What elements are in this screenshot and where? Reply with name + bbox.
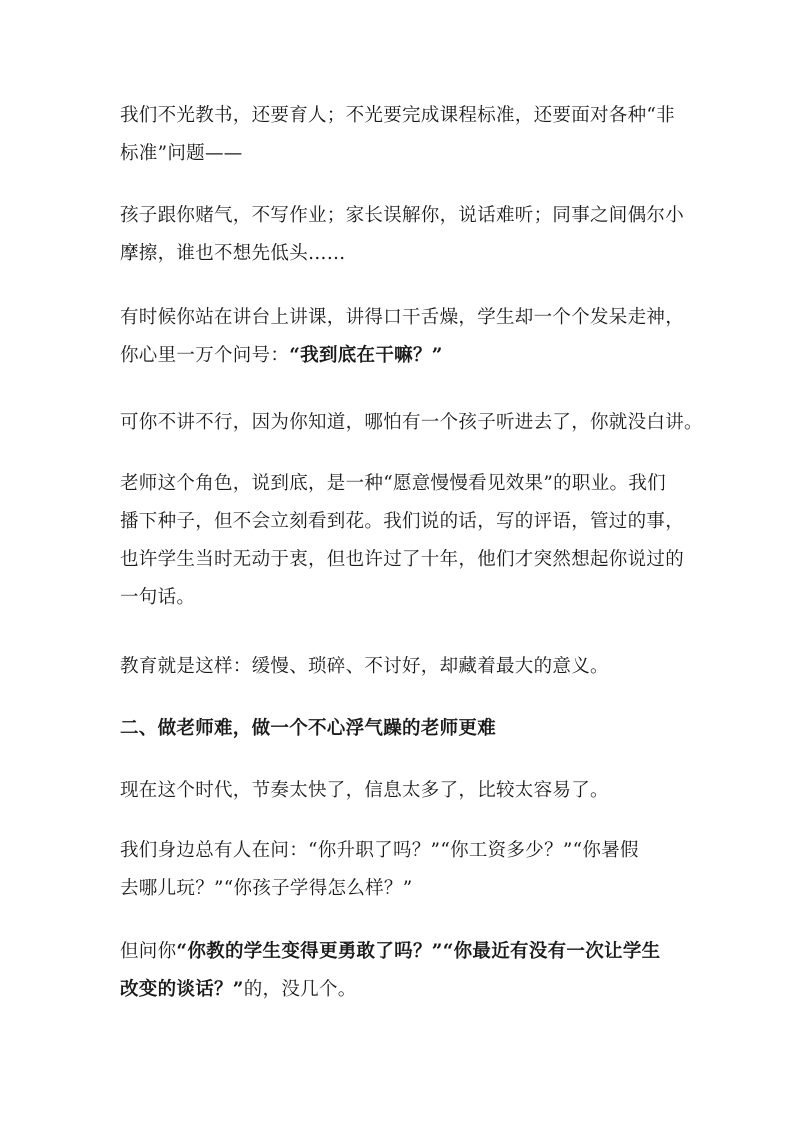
text-line: 我们不光教书，还要育人；不光要完成课程标准，还要面对各种“非 xyxy=(120,105,675,126)
text-line: 可你不讲不行，因为你知道，哪怕有一个孩子听进去了，你就没白讲。 xyxy=(120,412,703,433)
paragraph-2 xyxy=(120,197,685,273)
text-line xyxy=(120,933,680,971)
bold-quote: “我到底在干嘛？” xyxy=(289,345,443,366)
text-line: 现在这个时代，节奏太快了，信息太多了，比较太容易了。 xyxy=(120,780,609,801)
paragraph-8 xyxy=(120,832,680,908)
paragraph-1 xyxy=(120,97,680,173)
text-run: 你心里一万个问号： xyxy=(120,345,290,366)
section-heading xyxy=(120,710,680,748)
text-line xyxy=(120,971,680,1009)
text-line: 标准”问题—— xyxy=(120,143,243,164)
text-line: 摩擦，谁也不想先低头…… xyxy=(120,243,346,264)
text-line xyxy=(120,337,680,375)
paragraph-6 xyxy=(120,648,680,686)
text-line: 也许学生当时无动于衷，但也许过了十年，他们才突然想起你说过的 xyxy=(120,549,685,570)
text-line: 有时候你站在讲台上讲课，讲得口干舌燥，学生却一个个发呆走神， xyxy=(120,307,685,328)
text-run: 但问你 xyxy=(120,941,177,962)
text-line: 老师这个角色，说到底，是一种“愿意慢慢看见效果”的职业。我们 xyxy=(120,473,666,494)
heading-text: 二、做老师难，做一个不心浮气躁的老师更难 xyxy=(120,718,497,739)
paragraph-4 xyxy=(120,404,703,442)
bold-quote: “你教的学生变得更勇敢了吗？”“你最近有没有一次让学生 xyxy=(176,941,661,962)
text-run: 的，没几个。 xyxy=(243,979,357,1000)
paragraph-5 xyxy=(120,465,685,617)
bold-quote: 改变的谈话？” xyxy=(120,979,244,1000)
paragraph-3 xyxy=(120,299,685,375)
text-line: 孩子跟你赌气，不写作业；家长误解你，说话难听；同事之间偶尔小 xyxy=(120,205,685,226)
text-line: 教育就是这样：缓慢、琐碎、不讨好，却藏着最大的意义。 xyxy=(120,656,609,677)
text-line: 播下种子，但不会立刻看到花。我们说的话，写的评语，管过的事， xyxy=(120,511,685,532)
text-line: 去哪儿玩？”“你孩子学得怎么样？” xyxy=(120,878,413,899)
paragraph-9 xyxy=(120,933,680,1009)
text-line: 一句话。 xyxy=(120,587,196,608)
paragraph-7 xyxy=(120,772,680,810)
text-line: 我们身边总有人在问：“你升职了吗？”“你工资多少？”“你暑假 xyxy=(120,840,639,861)
